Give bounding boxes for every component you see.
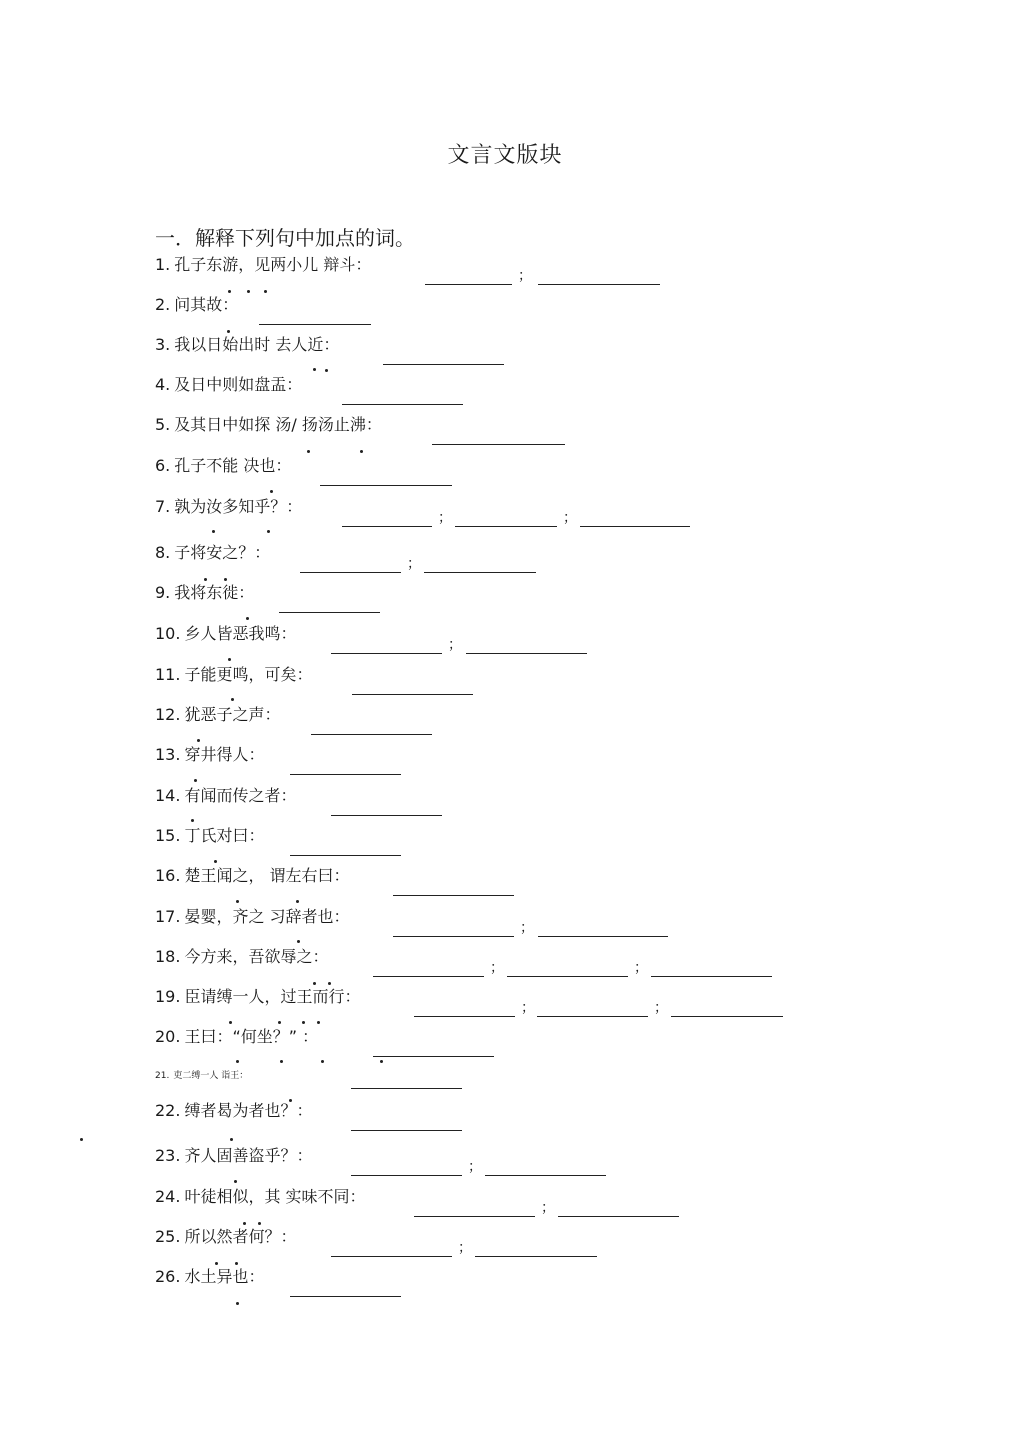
answer-blank[interactable]	[290, 1296, 401, 1297]
question-text: 孔子东游，见两小儿 辩斗：	[174, 255, 372, 274]
emphasis-dot	[246, 617, 249, 620]
page-title: 文言文版块	[447, 143, 563, 168]
answer-blank[interactable]	[475, 1256, 597, 1257]
question-text: 问其故：	[174, 295, 239, 314]
emphasis-dot	[302, 1021, 305, 1024]
answer-blank[interactable]	[485, 1175, 606, 1176]
question-text: 乡人皆恶我鸣：	[184, 624, 297, 643]
question-item	[155, 583, 254, 603]
question-number: 18.	[155, 947, 181, 966]
question-text: 孔子不能 决也：	[174, 456, 292, 475]
answer-blank[interactable]	[259, 324, 371, 325]
answer-blank[interactable]	[455, 526, 557, 527]
answer-blank[interactable]	[351, 1175, 462, 1176]
question-item	[155, 866, 350, 886]
question-text: 子能更鸣，可矣：	[184, 665, 313, 684]
emphasis-dot	[278, 1021, 281, 1024]
blank-separator: ；	[518, 268, 532, 284]
question-item	[155, 947, 328, 967]
question-number: 17.	[155, 907, 181, 926]
emphasis-dot	[267, 530, 270, 533]
question-number: 19.	[155, 987, 181, 1006]
emphasis-dot	[247, 290, 250, 293]
question-item	[155, 1027, 318, 1047]
answer-blank[interactable]	[290, 774, 401, 775]
emphasis-dot	[270, 490, 273, 493]
question-number: 12.	[155, 705, 181, 724]
emphasis-dot	[313, 368, 316, 371]
question-text: 叶徒相似，其 实味不同：	[184, 1187, 366, 1206]
emphasis-dot	[236, 1302, 239, 1305]
question-number: 3.	[155, 335, 171, 354]
emphasis-dot	[212, 530, 215, 533]
answer-blank[interactable]	[311, 734, 432, 735]
question-text: 我将东徙：	[174, 583, 255, 602]
emphasis-dot	[229, 1021, 232, 1024]
question-item	[155, 665, 312, 685]
emphasis-dot	[224, 578, 227, 581]
question-text: 晏婴，齐之 习辞者也：	[184, 907, 350, 926]
question-number: 4.	[155, 375, 171, 394]
blank-separator: ；	[634, 960, 648, 976]
question-number: 13.	[155, 745, 181, 764]
question-text: 臣请缚一人，过王而行：	[184, 987, 361, 1006]
blank-separator: ；	[407, 556, 421, 572]
question-number: 25.	[155, 1227, 181, 1246]
question-text: 楚王闻之， 谓左右曰：	[184, 866, 350, 885]
question-text: 王曰：“何坐？” ：	[184, 1027, 319, 1046]
blank-separator: ；	[458, 1240, 472, 1256]
question-item	[155, 543, 270, 563]
answer-blank[interactable]	[558, 1216, 679, 1217]
question-item	[155, 456, 291, 476]
question-text: 我以日始出时 去人近：	[174, 335, 340, 354]
emphasis-dot	[236, 900, 239, 903]
question-number: 26.	[155, 1267, 181, 1286]
emphasis-dot	[328, 982, 331, 985]
answer-blank[interactable]	[671, 1016, 783, 1017]
question-item	[155, 624, 296, 644]
question-text: 所以然者何？：	[184, 1227, 297, 1246]
emphasis-dot	[80, 1138, 83, 1141]
answer-blank[interactable]	[424, 572, 536, 573]
question-item	[155, 745, 264, 765]
question-item	[155, 1101, 312, 1121]
question-text: 孰为汝多知乎？：	[174, 497, 303, 516]
question-number: 10.	[155, 624, 181, 643]
blank-separator: ；	[541, 1200, 555, 1216]
section-heading: 一．解释下列句中加点的词。	[155, 226, 415, 250]
blank-separator: ；	[490, 960, 504, 976]
answer-blank[interactable]	[507, 976, 628, 977]
question-number: 7.	[155, 497, 171, 516]
emphasis-dot	[234, 1180, 237, 1183]
question-number: 20.	[155, 1027, 181, 1046]
answer-blank[interactable]	[580, 526, 690, 527]
emphasis-dot	[228, 290, 231, 293]
answer-blank[interactable]	[342, 404, 463, 405]
question-item	[155, 497, 302, 517]
emphasis-dot	[296, 900, 299, 903]
blank-separator: ；	[563, 510, 577, 526]
question-number: 24.	[155, 1187, 181, 1206]
answer-blank[interactable]	[351, 1130, 462, 1131]
question-item	[155, 1146, 312, 1166]
blank-separator: ；	[468, 1159, 482, 1175]
question-item	[155, 1227, 296, 1247]
question-text: 吏二缚一人 诣王：	[173, 1071, 249, 1081]
question-item	[155, 1187, 366, 1207]
answer-blank[interactable]	[279, 612, 380, 613]
question-number: 1.	[155, 255, 171, 274]
blank-separator: ；	[438, 510, 452, 526]
answer-blank[interactable]	[651, 976, 772, 977]
emphasis-dot	[197, 739, 200, 742]
emphasis-dot	[191, 819, 194, 822]
question-item	[155, 907, 350, 927]
answer-blank[interactable]	[414, 1216, 535, 1217]
question-number: 8.	[155, 543, 171, 562]
blank-separator: ；	[521, 1000, 535, 1016]
answer-blank[interactable]	[538, 936, 668, 937]
answer-blank[interactable]	[383, 364, 504, 365]
question-item	[155, 255, 371, 275]
emphasis-dot	[214, 860, 217, 863]
answer-blank[interactable]	[373, 976, 484, 977]
question-text: 及其日中如探 汤/ 扬汤止沸：	[174, 415, 382, 434]
emphasis-dot	[231, 698, 234, 701]
answer-blank[interactable]	[432, 444, 565, 445]
emphasis-dot	[235, 1262, 238, 1265]
answer-blank[interactable]	[373, 1056, 494, 1057]
emphasis-dot	[215, 1262, 218, 1265]
answer-blank[interactable]	[320, 485, 452, 486]
question-text: 及日中则如盘盂：	[174, 375, 303, 394]
answer-blank[interactable]	[342, 526, 432, 527]
question-number: 16.	[155, 866, 181, 885]
emphasis-dot	[313, 982, 316, 985]
answer-blank[interactable]	[414, 1016, 515, 1017]
question-number: 23.	[155, 1146, 181, 1165]
question-number: 15.	[155, 826, 181, 845]
emphasis-dot	[236, 1060, 239, 1063]
question-number: 21.	[155, 1071, 170, 1081]
question-number: 2.	[155, 295, 171, 314]
question-item	[155, 1267, 264, 1287]
question-item	[155, 375, 302, 395]
question-number: 6.	[155, 456, 171, 475]
emphasis-dot	[380, 1060, 383, 1063]
answer-blank[interactable]	[538, 284, 660, 285]
answer-blank[interactable]	[290, 855, 401, 856]
answer-blank[interactable]	[331, 653, 442, 654]
question-text: 齐人固善盗乎？：	[184, 1146, 313, 1165]
question-item	[155, 415, 382, 435]
emphasis-dot	[227, 330, 230, 333]
question-text: 有闻而传之者：	[184, 786, 297, 805]
answer-blank[interactable]	[425, 284, 512, 285]
emphasis-dot	[317, 1021, 320, 1024]
emphasis-dot	[228, 658, 231, 661]
question-item	[155, 1066, 248, 1086]
blank-separator: ；	[654, 1000, 668, 1016]
answer-blank[interactable]	[393, 936, 514, 937]
question-number: 9.	[155, 583, 171, 602]
emphasis-dot	[230, 1138, 233, 1141]
emphasis-dot	[307, 450, 310, 453]
blank-separator: ；	[520, 920, 534, 936]
emphasis-dot	[321, 1060, 324, 1063]
question-item	[155, 786, 296, 806]
answer-blank[interactable]	[393, 895, 514, 896]
question-text: 今方来，吾欲辱之：	[184, 947, 329, 966]
answer-blank[interactable]	[331, 1256, 452, 1257]
question-number: 14.	[155, 786, 181, 805]
question-number: 5.	[155, 415, 171, 434]
emphasis-dot	[204, 578, 207, 581]
answer-blank[interactable]	[351, 1088, 462, 1089]
emphasis-dot	[360, 450, 363, 453]
answer-blank[interactable]	[537, 1016, 648, 1017]
answer-blank[interactable]	[331, 815, 442, 816]
answer-blank[interactable]	[352, 694, 473, 695]
answer-blank[interactable]	[300, 572, 401, 573]
emphasis-dot	[325, 369, 328, 372]
question-item	[155, 705, 280, 725]
emphasis-dot	[194, 779, 197, 782]
question-text: 穿井得人：	[184, 745, 265, 764]
question-number: 22.	[155, 1101, 181, 1120]
question-text: 水土异也：	[184, 1267, 265, 1286]
answer-blank[interactable]	[466, 653, 587, 654]
question-number: 11.	[155, 665, 181, 684]
emphasis-dot	[258, 1222, 261, 1225]
question-item	[155, 335, 339, 355]
emphasis-dot	[280, 1060, 283, 1063]
question-item	[155, 295, 238, 315]
emphasis-dot	[297, 940, 300, 943]
question-item	[155, 987, 360, 1007]
question-text: 子将安之？：	[174, 543, 271, 562]
question-text: 犹恶子之声：	[184, 705, 281, 724]
question-item	[155, 826, 264, 846]
question-text: 缚者曷为者也？：	[184, 1101, 313, 1120]
blank-separator: ；	[448, 637, 462, 653]
question-text: 丁氏对曰：	[184, 826, 265, 845]
emphasis-dot	[264, 290, 267, 293]
emphasis-dot	[243, 1222, 246, 1225]
